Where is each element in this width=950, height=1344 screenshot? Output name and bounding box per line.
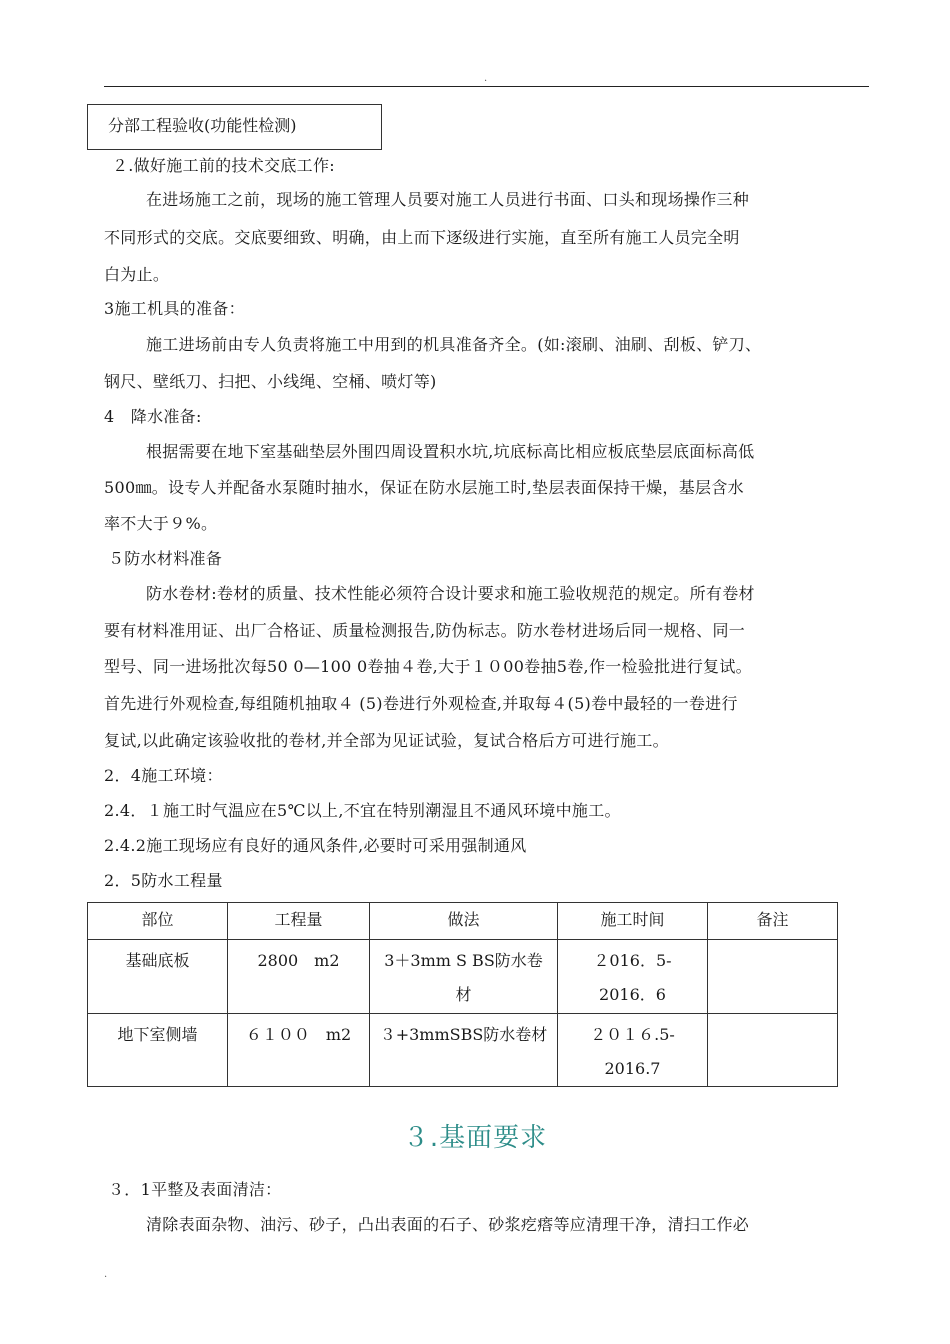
heading-environment: 2．4施工环境： (104, 766, 223, 785)
cell-line: 2016.7 (604, 1058, 661, 1078)
paragraph-line: 要有材料准用证、出厂合格证、质量检测报告,防伪标志。防水卷材进场后同一规格、同一 (104, 621, 746, 640)
header-rule (104, 86, 869, 87)
table-cell: 地下室侧墙 (88, 1013, 228, 1087)
paragraph-line: 不同形式的交底。交底要细致、明确，由上而下逐级进行实施，直至所有施工人员完全明 (104, 228, 740, 247)
boxed-label: 分部工程验收(功能性检测) (87, 104, 382, 150)
paragraph-line: 根据需要在地下室基础垫层外围四周设置积水坑,坑底标高比相应板底垫层底面标高低 (146, 442, 755, 461)
footer-dot: . (104, 1269, 108, 1280)
table-cell (708, 940, 838, 1014)
table-cell (558, 940, 708, 1014)
table-cell: 2800 m2 (228, 940, 370, 1014)
cell-line: ２０１６.5- (590, 1024, 675, 1044)
table-row (88, 940, 838, 1014)
table-header: 施工时间 (558, 903, 708, 940)
table-cell: 基础底板 (88, 940, 228, 1014)
table-cell (370, 1013, 558, 1087)
paragraph-line: 500㎜。设专人并配备水泵随时抽水，保证在防水层施工时,垫层表面保持干燥，基层含水 (104, 478, 744, 497)
paragraph-line: 清除表面杂物、油污、砂子，凸出表面的石子、砂浆疙瘩等应清理干净，清扫工作必 (146, 1215, 750, 1234)
cell-line: 材 (455, 985, 472, 1004)
header-dot: . (484, 73, 488, 84)
table-cell (708, 1013, 838, 1087)
heading-dewatering: 4 降水准备: (104, 407, 202, 426)
table-row (88, 1013, 838, 1087)
paragraph-line: 钢尺、壁纸刀、扫把、小线绳、空桶、喷灯等) (104, 372, 437, 391)
heading-materials: ５防水材料准备 (108, 549, 223, 568)
paragraph-line: 复试,以此确定该验收批的卷材,并全部为见证试验，复试合格后方可进行施工。 (104, 731, 669, 750)
paragraph-line: 率不大于９%。 (104, 514, 218, 533)
cell-line: 3＋3mm S BS防水卷 (384, 951, 543, 970)
heading-flatness: ３．1平整及表面清洁： (108, 1180, 282, 1199)
quantity-table (87, 902, 838, 1087)
heading-tools: 3施工机具的准备： (104, 299, 245, 318)
paragraph-line: 在进场施工之前，现场的施工管理人员要对施工人员进行书面、口头和现场操作三种 (146, 190, 750, 209)
paragraph-line: 施工进场前由专人负责将施工中用到的机具准备齐全。(如:滚刷、油刷、刮板、铲刀、 (146, 335, 762, 354)
cell-line: ３+3mmSBS防水卷材 (379, 1024, 548, 1044)
table-cell (558, 1013, 708, 1087)
table-header: 工程量 (228, 903, 370, 940)
table-header-row (88, 903, 838, 940)
paragraph-line: 2.4.2施工现场应有良好的通风条件,必要时可采用强制通风 (104, 836, 527, 855)
table-cell: ６１００ m2 (228, 1013, 370, 1087)
section-title: ３.基面要求 (402, 1123, 548, 1153)
cell-line: ２016．5- (593, 951, 672, 970)
paragraph-line: 型号、同一进场批次每50 0—100 0卷抽４卷,大于１０00卷抽5卷,作一检验批进行复试。 (104, 657, 752, 676)
paragraph-line: 防水卷材:卷材的质量、技术性能必须符合设计要求和施工验收规范的规定。所有卷材 (146, 584, 755, 603)
table-cell (370, 940, 558, 1014)
table-header: 备注 (708, 903, 838, 940)
cell-line: 2016．6 (599, 985, 666, 1004)
paragraph-line: 首先进行外观检查,每组随机抽取４ (5)卷进行外观检查,并取每４(5)卷中最轻的一卷进行 (104, 694, 738, 713)
paragraph-line: 2.4．１施工时气温应在5℃以上,不宜在特别潮湿且不通风环境中施工。 (104, 801, 621, 820)
heading-tech-briefing: ２.做好施工前的技术交底工作: (112, 156, 335, 175)
paragraph-line: 白为止。 (104, 265, 170, 284)
table-header: 部位 (88, 903, 228, 940)
heading-quantity: 2．5防水工程量 (104, 871, 223, 890)
table-header: 做法 (370, 903, 558, 940)
